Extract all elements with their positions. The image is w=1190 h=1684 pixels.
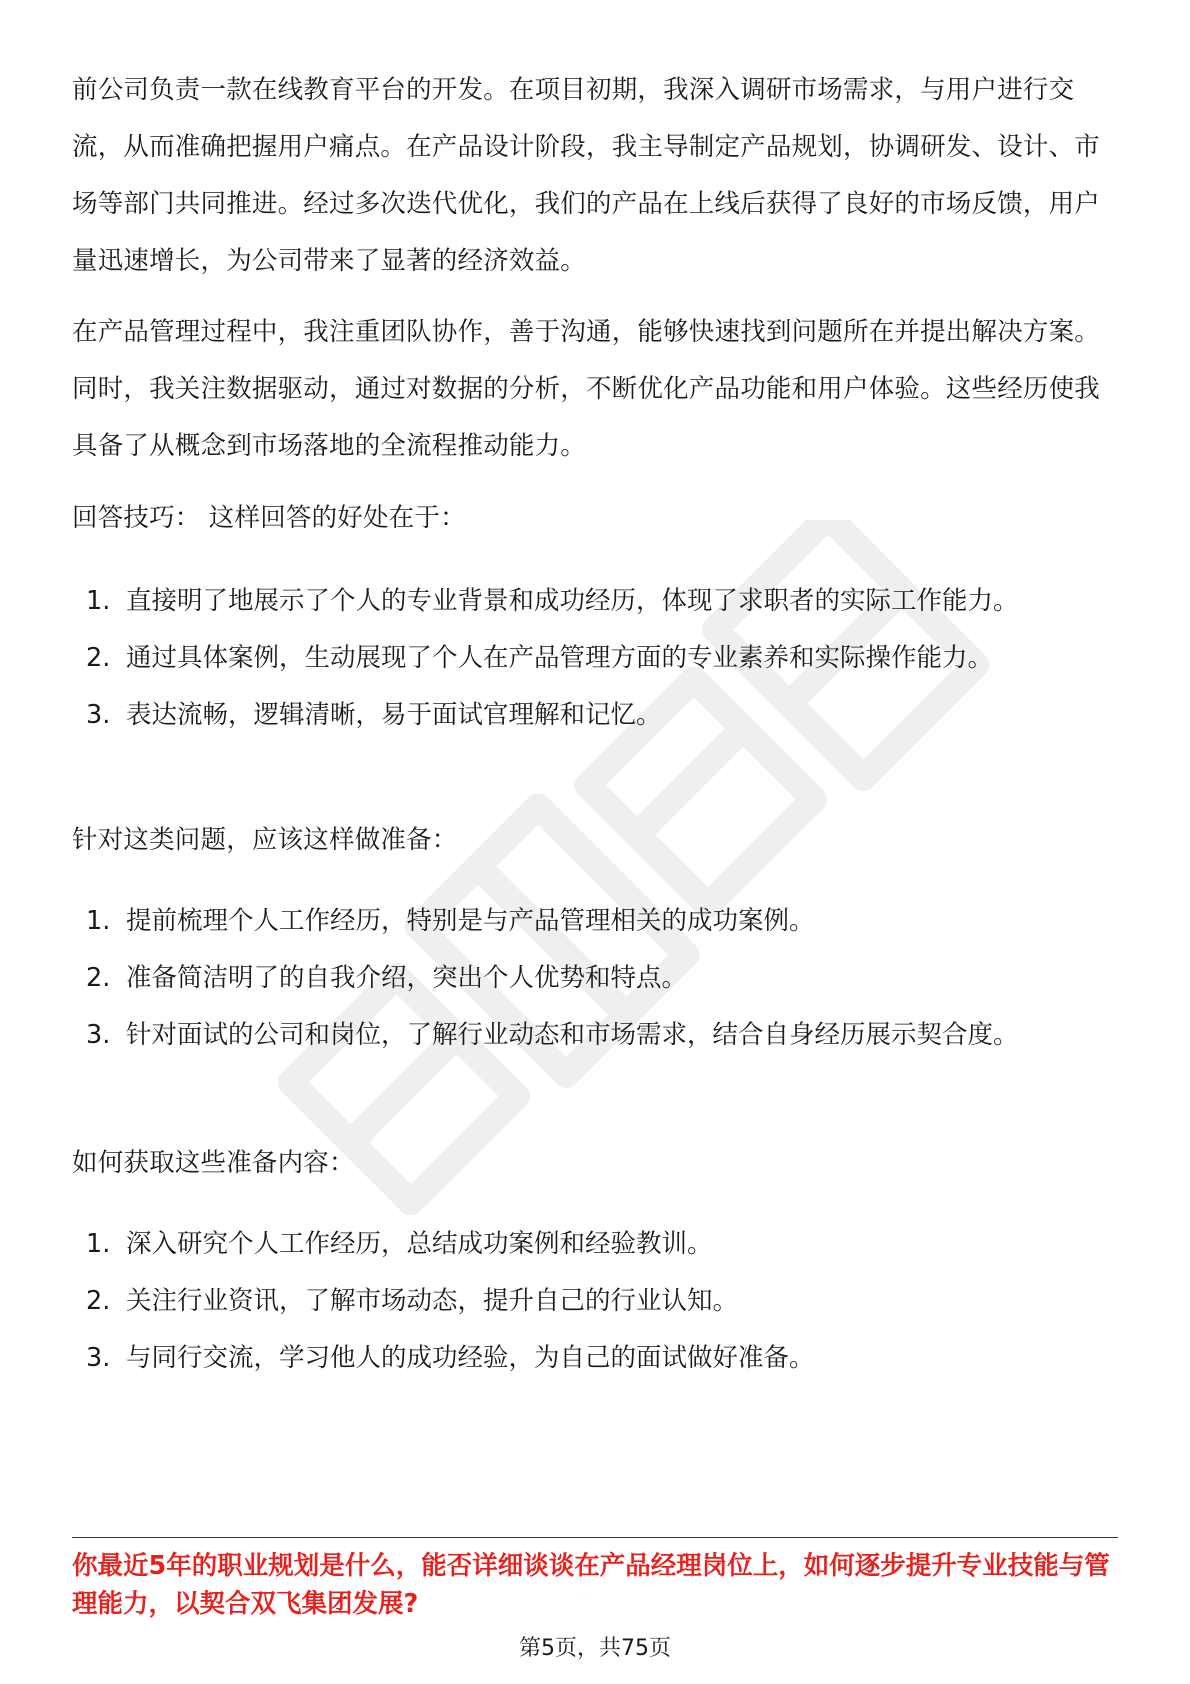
list-item: 3. 表达流畅，逻辑清晰，易于面试官理解和记忆。 — [86, 700, 662, 730]
list-item: 1. 直接明了地展示了个人的专业背景和成功经历，体现了求职者的实际工作能力。 — [86, 586, 1019, 616]
prepare-heading: 针对这类问题，应该这样做准备： — [72, 825, 458, 855]
paragraph-management-skills: 在产品管理过程中，我注重团队协作，善于沟通，能够快速找到问题所在并提出解决方案。同时，我关注数据驱动，通过对数据的分析，不断优化产品功能和用户体验。这些经历使我具备了从概念到市场落地的全流程推动能力。 — [72, 317, 1101, 461]
list-item: 3. 与同行交流，学习他人的成功经验，为自己的面试做好准备。 — [86, 1343, 815, 1373]
list-item: 2. 准备简洁明了的自我介绍，突出个人优势和特点。 — [86, 963, 688, 993]
list-item: 1. 提前梳理个人工作经历，特别是与产品管理相关的成功案例。 — [86, 906, 815, 936]
obtain-list — [72, 1216, 1117, 1387]
list-item-text: 表达流畅，逻辑清晰，易于面试官理解和记忆。 — [126, 700, 662, 730]
list-item-text: 直接明了地展示了个人的专业背景和成功经历，体现了求职者的实际工作能力。 — [126, 586, 1019, 616]
list-item: 1. 深入研究个人工作经历，总结成功案例和经验教训。 — [86, 1229, 713, 1259]
obtain-heading: 如何获取这些准备内容： — [72, 1148, 355, 1178]
list-item: 2. 关注行业资讯，了解市场动态，提升自己的行业认知。 — [86, 1286, 739, 1316]
section-divider — [72, 1537, 1118, 1538]
list-item-text: 关注行业资讯，了解市场动态，提升自己的行业认知。 — [126, 1286, 739, 1316]
list-item: 3. 针对面试的公司和岗位，了解行业动态和市场需求，结合自身经历展示契合度。 — [86, 1020, 1019, 1050]
paragraph-project-experience: 前公司负责一款在线教育平台的开发。在项目初期，我深入调研市场需求，与用户进行交流，从而准确把握用户痛点。在产品设计阶段，我主导制定产品规划，协调研发、设计、市场等部门共同推进。经过多次迭代优化，我们的产品在上线后获得了良好的市场反馈，用户量迅速增长，为公司带来了显著的经济效益。 — [72, 75, 1101, 276]
list-item-text: 针对面试的公司和岗位，了解行业动态和市场需求，结合自身经历展示契合度。 — [126, 1020, 1019, 1050]
list-item-text: 准备简洁明了的自我介绍，突出个人优势和特点。 — [126, 963, 688, 993]
tips-list — [72, 573, 1117, 744]
next-question: 你最近5年的职业规划是什么，能否详细谈谈在产品经理岗位上，如何逐步提升专业技能与管理能力，以契合双飞集团发展? — [72, 1551, 1110, 1619]
list-item-text: 提前梳理个人工作经历，特别是与产品管理相关的成功案例。 — [126, 906, 815, 936]
page-number: 第5页，共75页 — [519, 1636, 671, 1661]
list-item-text: 与同行交流，学习他人的成功经验，为自己的面试做好准备。 — [126, 1343, 815, 1373]
list-item-text: 通过具体案例，生动展现了个人在产品管理方面的专业素养和实际操作能力。 — [126, 643, 994, 673]
prepare-list — [72, 893, 1117, 1064]
list-item-text: 深入研究个人工作经历，总结成功案例和经验教训。 — [126, 1229, 713, 1259]
tips-heading: 回答技巧： 这样回答的好处在于： — [72, 503, 466, 533]
list-item: 2. 通过具体案例，生动展现了个人在产品管理方面的专业素养和实际操作能力。 — [86, 643, 994, 673]
